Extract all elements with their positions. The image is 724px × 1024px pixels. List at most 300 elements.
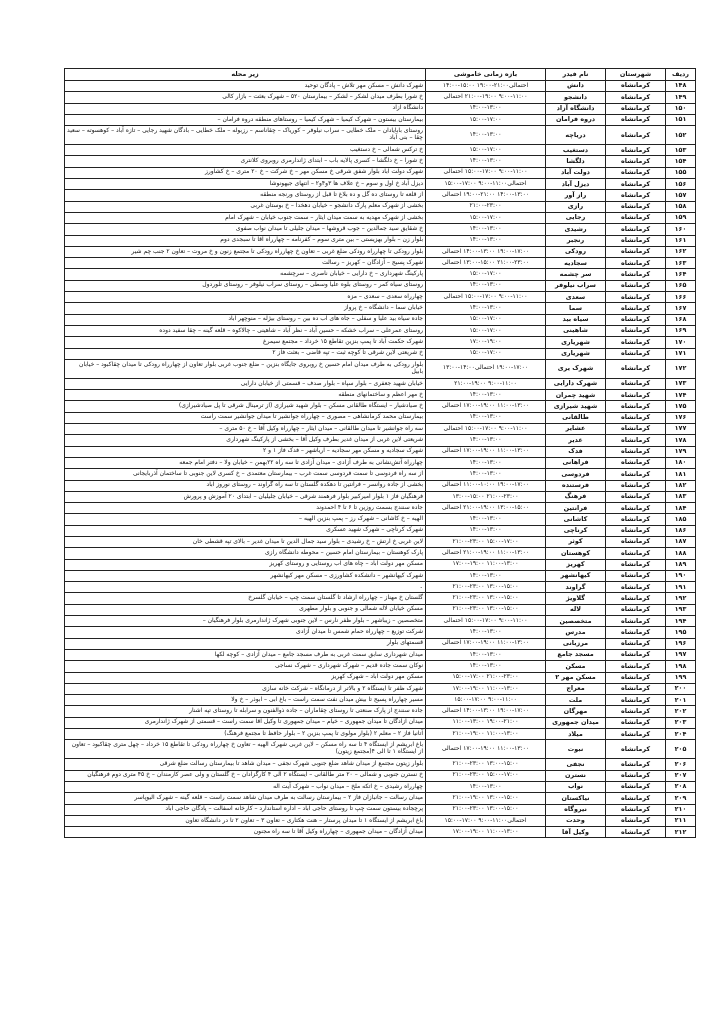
cell-time-range: ۱۱:۰۰-۱۳:۰۰ ۱۷:۰۰-۱۹:۰۰ احتمالی (426, 401, 546, 412)
cell-time-range: ۱۴:۰۰-۱۳:۰۰ (426, 649, 546, 660)
cell-zone: سه راه جوانشیر تا میدان طالقانی – میدان ایثار – چهارراه وکیل آقا – خ ۵۰ متری – (65, 424, 426, 435)
table-row (65, 638, 696, 649)
cell-time-range: ۱۴:۰۰-۱۳:۰۰ (426, 126, 546, 145)
cell-time-range: ۱۴:۰۰-۱۳:۰۰ (426, 514, 546, 525)
cell-feeder: دستغیب (546, 145, 606, 156)
cell-time-range: ۱۵:۰۰-۱۷:۰۰ (426, 212, 546, 223)
cell-zone: نوکان سمت جاده قدیم – شهرک شهرداری – شهرک نساجی (65, 661, 426, 672)
cell-county: کرمانشاه (606, 103, 666, 114)
cell-row-number: ۱۹۴ (666, 616, 696, 627)
table-row (65, 491, 696, 502)
cell-time-range: ۱۴:۰۰-۱۳:۰۰ (426, 457, 546, 468)
cell-feeder: راز آور (546, 190, 606, 201)
cell-county: کرمانشاه (606, 548, 666, 559)
cell-feeder: مسکن (546, 661, 606, 672)
cell-time-range: ۱۳:۰۰-۱۵:۰۰ ۲۱:۰۰-۲۳:۰۰ (426, 804, 546, 815)
table-row (65, 525, 696, 536)
cell-time-range: ۱۹:۰۰-۱۷:۰۰ ۱۴:۰۰-۱۳:۰۰ احتمالی (426, 246, 546, 257)
cell-row-number: ۲۱۰ (666, 804, 696, 815)
table-row (65, 593, 696, 604)
cell-row-number: ۱۵۲ (666, 126, 696, 145)
cell-feeder: وحدت (546, 815, 606, 826)
table-row (65, 212, 696, 223)
cell-feeder: رازی (546, 201, 606, 212)
cell-zone: خیابان شهید جعفری – بلوار سپاه – بلوار صدف – قسمتی از خیابان دارایی (65, 378, 426, 389)
cell-feeder: دانشجو (546, 92, 606, 103)
cell-zone: باغ ابریشم از ایستگاه ۴ تا سه راه مسکن – لاین غربی شهرک الهیه – تعاون خ چهارراه رودکی تا تقاطع ۱۵ خرداد – چهل متری چقاکبود – تعاون از ایستگاه ۱ تا الی ۴(مجتمع زیتون) (65, 740, 426, 759)
cell-county: کرمانشاه (606, 740, 666, 759)
cell-zone: جاده سیاه بید علیا و سفلی – جاه های آب ده بین – روستای بیژله – منوچهر آباد (65, 314, 426, 325)
cell-county: کرمانشاه (606, 201, 666, 212)
cell-county: کرمانشاه (606, 92, 666, 103)
cell-time-range: ۱۱:۰۰-۱۳:۰۰ ۲۱:۰۰-۱۹:۰۰ احتمالی (426, 548, 546, 559)
cell-feeder: متخصصین (546, 616, 606, 627)
cell-time-range: ۱۹:۰۰-۱۷:۰۰ ۱۴:۰۰-۱۳:۰۰ احتمالی (426, 706, 546, 717)
cell-feeder: فراهانی (546, 457, 606, 468)
cell-row-number: ۱۹۸ (666, 661, 696, 672)
cell-row-number: ۱۵۸ (666, 201, 696, 212)
cell-row-number: ۱۹۹ (666, 672, 696, 683)
cell-feeder: میدان جمهوری (546, 717, 606, 728)
cell-zone: بیمارستان بیستون – شهرک کیمیا – شهرک کیمیا – روستاهای منطقه دروه فرامان – (65, 114, 426, 125)
cell-feeder: رشیدی (546, 224, 606, 235)
cell-county: کرمانشاه (606, 145, 666, 156)
cell-row-number: ۱۶۳ (666, 258, 696, 269)
table-row (65, 435, 696, 446)
cell-zone: دیزل آباد خ اول و سوم – خ علاف ها ۳و۴و۲ – انتهای جیهونوشا (65, 179, 426, 190)
cell-county: کرمانشاه (606, 559, 666, 570)
table-row (65, 559, 696, 570)
cell-zone: مسکن خیابان لاله شمالی و جنوبی و بلوار مطهری (65, 604, 426, 615)
cell-county: کرمانشاه (606, 570, 666, 581)
cell-zone: میدان شهرداری سابق سمت غربی به طرف مسجد جامع – میدان آزادی – کوچه لکها (65, 649, 426, 660)
table-row (65, 446, 696, 457)
cell-time-range: ۱۹:۰۰-۱۷:۰۰ ۱۱:۰۰-۱۰:۰۰ احتمالی (426, 480, 546, 491)
cell-row-number: ۱۷۶ (666, 412, 696, 423)
table-row (65, 815, 696, 826)
table-row (65, 81, 696, 92)
table-row (65, 114, 696, 125)
table-row (65, 156, 696, 167)
cell-feeder: شهریاری (546, 348, 606, 359)
cell-row-number: ۱۸۲ (666, 480, 696, 491)
cell-county: کرمانشاه (606, 246, 666, 257)
cell-county: کرمانشاه (606, 435, 666, 446)
cell-row-number: ۱۸۹ (666, 559, 696, 570)
cell-feeder: نیروگاه (546, 804, 606, 815)
table-row (65, 235, 696, 246)
cell-county: کرمانشاه (606, 717, 666, 728)
cell-county: کرمانشاه (606, 616, 666, 627)
cell-zone: روستای سیاه کمر – روستای بلوه علیا وسطی – روستای سراب نیلوفر – روستای تلوردول (65, 280, 426, 291)
cell-feeder: نجفی (546, 759, 606, 770)
header-county: شهرستان (606, 69, 666, 81)
table-row (65, 457, 696, 468)
cell-row-number: ۱۷۰ (666, 337, 696, 348)
cell-county: کرمانشاه (606, 314, 666, 325)
cell-county: کرمانشاه (606, 793, 666, 804)
table-row (65, 469, 696, 480)
cell-zone: روستای بابایادان – ملک خطایی – سراب نیلوفر – کوریاک – چقاناسم – رزبوله – ملک خطایی – بادگان شهید رجایی – تازه آباد – کوهسوته – سعید چقا – بنی آباد (65, 126, 426, 145)
cell-zone: شهرک دولت آباد بلوار شفق شرقی خ مسکن مهر – خ شرکت – خ ۲۰ متری – خ کشاورز (65, 167, 426, 178)
table-row (65, 649, 696, 660)
cell-row-number: ۱۹۵ (666, 627, 696, 638)
cell-zone: خ شورا بطرف میدان لشکر – لشکر – بیمارستان ۵۲۰ – شهرک بعثت – بازار کالی (65, 92, 426, 103)
cell-zone: شهرک کیهانشهر – دانشکده کشاورزی – مسکن مهر کیهانشهر (65, 570, 426, 581)
cell-zone: روستای عمرعلی – سراب خشکه – حسین آباد – نظر آباد – شاهینی – چالاکوه – قلعه گینه – چقا سفید دوده (65, 325, 426, 336)
cell-time-range: ۱۱:۰۰-۱۳:۰۰ ۱۷:۰۰-۱۹:۰۰ (426, 683, 546, 694)
cell-zone: جاده سنندج از پارک صنعتی تا روستای چقاماران – جاده ذوالفنون و سرابله تا روستای تپه اشنار (65, 706, 426, 717)
cell-time-range: احتمالی۱۱:۰۰-۹:۰۰ ۱۷:۰۰-۱۵:۰۰ (426, 815, 546, 826)
cell-row-number: ۱۵۷ (666, 190, 696, 201)
cell-feeder: دروه فرامان (546, 114, 606, 125)
cell-row-number: ۱۵۶ (666, 179, 696, 190)
cell-row-number: ۱۶۲ (666, 246, 696, 257)
cell-county: کرمانشاه (606, 503, 666, 514)
cell-feeder: فرستنده (546, 480, 606, 491)
cell-county: کرمانشاه (606, 359, 666, 378)
table-row (65, 781, 696, 792)
cell-row-number: ۲۱۱ (666, 815, 696, 826)
table-row (65, 179, 696, 190)
cell-time-range: ۱۱:۰۰-۱۳:۰۰ ۱۷:۰۰-۱۹:۰۰ (426, 827, 546, 838)
cell-county: کرمانشاه (606, 156, 666, 167)
cell-row-number: ۱۴۹ (666, 92, 696, 103)
table-row (65, 201, 696, 212)
cell-feeder: دلگشا (546, 156, 606, 167)
cell-county: کرمانشاه (606, 348, 666, 359)
cell-county: کرمانشاه (606, 525, 666, 536)
cell-row-number: ۱۹۳ (666, 604, 696, 615)
cell-row-number: ۲۰۶ (666, 759, 696, 770)
cell-zone: مسکن مهر دولت آباد – چاه های آب روستایی و روستای کهریز (65, 559, 426, 570)
table-row (65, 759, 696, 770)
cell-feeder: معراج (546, 683, 606, 694)
cell-time-range: ۱۴:۰۰-۱۳:۰۰ (426, 661, 546, 672)
cell-zone: بخشی از شهرک معلم پارک دانشجو – خیابان دهخدا – خ بوستان غربی (65, 201, 426, 212)
cell-time-range: ۱۴:۰۰-۱۳:۰۰ (426, 224, 546, 235)
cell-time-range: ۱۵:۰۰-۱۷:۰۰ (426, 325, 546, 336)
cell-feeder: رجایی (546, 212, 606, 223)
cell-feeder: وکیل آقا (546, 827, 606, 838)
cell-time-range: ۱۳:۰۰-۱۵:۰۰ ۲۱:۰۰-۲۳:۰۰ (426, 759, 546, 770)
cell-time-range: ۱۱:۰۰-۱۳:۰۰ ۲۱:۰۰-۱۹:۰۰ (426, 729, 546, 740)
cell-zone: چهارراه رشیدی – خ اتکه ملخ – میدان نواب – شهرک آیت اله (65, 781, 426, 792)
cell-row-number: ۱۶۱ (666, 235, 696, 246)
cell-row-number: ۱۶۸ (666, 314, 696, 325)
table-row (65, 729, 696, 740)
cell-zone: باغ ابریشم از ایستگاه ۱ تا میدان پرستار – هنت هکتاری – تعاون ۳ – تعاون ۲ تا در دانشگاه تعاون (65, 815, 426, 826)
table-row (65, 672, 696, 683)
cell-zone: خ شریعتی لاین شرقی تا کوچه ثبت – تپه قاضی – بعثت فاز ۲ (65, 348, 426, 359)
table-row (65, 303, 696, 314)
cell-zone: خ شورا – خ دلگشا – کسری پالایه باب – ابتدای ژاندارمری روبروی کلانتری (65, 156, 426, 167)
cell-time-range: ۹:۰۰-۱۱:۰۰ ۲۱:۰۰-۱۹:۰۰ احتمالی (426, 92, 546, 103)
cell-row-number: ۱۷۵ (666, 401, 696, 412)
cell-zone: چهارراه آتش‌نشانی به طرف آزادی – میدان آزادی تا سه راه ۲۲بهمن – خیابان ولا – دفتر امام جمعه (65, 457, 426, 468)
cell-row-number: ۲۰۸ (666, 781, 696, 792)
cell-time-range: ۱۵:۰۰-۱۷:۰۰ ۲۱:۰۰-۲۳:۰۰ (426, 536, 546, 547)
cell-county: کرمانشاه (606, 672, 666, 683)
cell-feeder: فدک (546, 446, 606, 457)
cell-time-range: ۱۹:۰۰-۱۷:۰۰ احتمالی۱۴:۰۰-۱۳:۰۰ (426, 359, 546, 378)
table-row (65, 348, 696, 359)
cell-time-range: ۹:۰۰-۱۱:۰۰ ۱۵:۰۰-۱۷:۰۰ احتمالی (426, 167, 546, 178)
cell-county: کرمانشاه (606, 604, 666, 615)
cell-time-range: ۱۵:۰۰-۱۷:۰۰ (426, 348, 546, 359)
table-row (65, 661, 696, 672)
cell-county: کرمانشاه (606, 469, 666, 480)
cell-county: کرمانشاه (606, 224, 666, 235)
cell-county: کرمانشاه (606, 235, 666, 246)
cell-feeder: نیاکستان (546, 793, 606, 804)
cell-zone: میدان رسالت – جانبازان فاز ۲ – بیمارستان رسالت به طرف میدان شاهد سمت راست – قلعه گینه – شهرک الیوپاسر (65, 793, 426, 804)
cell-feeder: طالقانی (546, 412, 606, 423)
cell-zone: شرکت توزیع – چهارراه حمام شمس تا میدان آزادی (65, 627, 426, 638)
cell-row-number: ۲۰۱ (666, 695, 696, 706)
cell-time-range: ۱۷:۰۰-۱۹:۰۰ (426, 337, 546, 348)
cell-feeder: شهریاری (546, 337, 606, 348)
table-row (65, 269, 696, 280)
cell-zone: خ مهر اعظم و ساختمانهای منطقه (65, 390, 426, 401)
cell-time-range: ۲۱:۰۰-۲۳:۰۰ ۱۳:۰۰-۱۵:۰۰ احتمالی (426, 258, 546, 269)
cell-zone: خ صیادشیار – ایستگاه طالقانی مسکن – بلوار شهید شیرازی (از ترمینال شرقی تا پل صیادشیرازی) (65, 401, 426, 412)
cell-time-range: ۱۳:۰۰-۱۵:۰۰ ۲۱:۰۰-۱۹:۰۰ احتمالی (426, 503, 546, 514)
cell-feeder: شهید چمران (546, 390, 606, 401)
cell-time-range: ۱۴:۰۰-۱۳:۰۰ (426, 525, 546, 536)
table-row (65, 548, 696, 559)
cell-time-range: ۱۳:۰۰-۱۵:۰۰ ۲۱:۰۰-۲۳:۰۰ (426, 604, 546, 615)
cell-county: کرمانشاه (606, 303, 666, 314)
cell-county: کرمانشاه (606, 190, 666, 201)
cell-zone: شریعتی لاین غربی از میدان غدیر بطرف وکیل آقا – بخشی از پارکینگ شهرداری (65, 435, 426, 446)
table-row (65, 390, 696, 401)
cell-zone: لاین غربی خ ارتش – خ رشیدی – بلوار سید جمال الدین تا میدان غدیر – بالای تپه قشطی خان (65, 536, 426, 547)
header-time-range: بازه زمانی خاموشی (426, 69, 546, 81)
cell-time-range: ۱۳:۰۰-۱۵:۰۰ ۲۱:۰۰-۲۳:۰۰ (426, 593, 546, 604)
table-row (65, 424, 696, 435)
cell-zone: پارک کوهستان – بیمارستان امام حسین – محوطه دانشگاه رازی (65, 548, 426, 559)
cell-row-number: ۱۸۶ (666, 525, 696, 536)
table-row (65, 292, 696, 303)
cell-zone: جاده سنندج بسمت روزین تا ۶ تا ۴ احمدوند (65, 503, 426, 514)
cell-row-number: ۱۷۹ (666, 446, 696, 457)
cell-zone: بلوار زیتون مجتمع از میدان شاهد ضلع جنوبی شهرک نجفی – میدان شاهد تا بیمارستان رسالت ضلع شرقی (65, 759, 426, 770)
table-row (65, 190, 696, 201)
cell-feeder: کوثر (546, 536, 606, 547)
cell-feeder: مرزبانی (546, 638, 606, 649)
cell-county: کرمانشاه (606, 781, 666, 792)
cell-county: کرمانشاه (606, 491, 666, 502)
table-row (65, 378, 696, 389)
cell-row-number: ۲۰۳ (666, 717, 696, 728)
cell-county: کرمانشاه (606, 627, 666, 638)
cell-county: کرمانشاه (606, 81, 666, 92)
header-zone: زیر محله (65, 69, 426, 81)
cell-zone: شهرک ظفر تا ایستگاه ۲ و بالاتر از درمانگاه – شرکت خانه سازی (65, 683, 426, 694)
cell-zone: شهرک سجادیه و مسکن مهر سجادیه – آریاشهر – فدک فاز ۱ و ۲ (65, 446, 426, 457)
table-row (65, 503, 696, 514)
table-row (65, 258, 696, 269)
cell-zone: شهرک پسیج – آزادگان – کهریز – رسالت (65, 258, 426, 269)
table-row (65, 314, 696, 325)
cell-row-number: ۱۵۳ (666, 145, 696, 156)
cell-county: کرمانشاه (606, 269, 666, 280)
cell-zone: شهرک حکمت آباد تا پمپ بنزین تقاطع ۱۵ خرداد – مجتمع سیمرغ (65, 337, 426, 348)
cell-zone: بلوار رودکی تا چهارراه رودکی ضلع غربی – تعاون خ چهارراه رودکی تا مجتمع زنون و خ مروت – تعاون ۲ جنب چم شیر (65, 246, 426, 257)
cell-time-range: ۱۵:۰۰-۱۷:۰۰ (426, 145, 546, 156)
cell-row-number: ۲۰۷ (666, 770, 696, 781)
cell-county: کرمانشاه (606, 280, 666, 291)
cell-time-range: ۱۵:۰۰-۱۷:۰۰ ۲۱:۰۰-۲۳:۰۰ (426, 770, 546, 781)
cell-county: کرمانشاه (606, 770, 666, 781)
cell-county: کرمانشاه (606, 815, 666, 826)
cell-feeder: غدیر (546, 435, 606, 446)
cell-row-number: ۱۸۱ (666, 469, 696, 480)
cell-county: کرمانشاه (606, 638, 666, 649)
table-row (65, 695, 696, 706)
cell-row-number: ۱۶۹ (666, 325, 696, 336)
cell-row-number: ۲۰۲ (666, 706, 696, 717)
cell-row-number: ۱۷۲ (666, 359, 696, 378)
outage-table (64, 68, 696, 838)
cell-time-range: ۱۵:۰۰-۱۷:۰۰ (426, 314, 546, 325)
cell-row-number: ۲۰۵ (666, 740, 696, 759)
cell-feeder: ملت (546, 695, 606, 706)
table-row (65, 480, 696, 491)
cell-county: کرمانشاه (606, 378, 666, 389)
cell-row-number: ۱۸۸ (666, 548, 696, 559)
cell-feeder: نواب (546, 781, 606, 792)
cell-feeder: نسترن (546, 770, 606, 781)
table-row (65, 145, 696, 156)
table-row (65, 337, 696, 348)
cell-zone: بیمارستان محمد کرمانشاهی – مصوری – چهارراه جوانشیر تا میدان جوانشیر سمت راست (65, 412, 426, 423)
cell-time-range: ۹:۰۰-۱۱:۰۰ ۱۵:۰۰-۱۷:۰۰ احتمالی (426, 292, 546, 303)
table-row (65, 582, 696, 593)
cell-row-number: ۱۸۴ (666, 503, 696, 514)
cell-row-number: ۱۷۱ (666, 348, 696, 359)
cell-county: کرمانشاه (606, 729, 666, 740)
cell-feeder: شهید شیرازی (546, 401, 606, 412)
cell-zone: فرهنگیان فاز ۱ بلوار امیرکبیر بلوار فرهمند شرقی – خیابان جلیلیان – ابتدای ۲۰ آموزش و پرورش (65, 491, 426, 502)
cell-feeder: کوهستان (546, 548, 606, 559)
cell-feeder: کاشانی (546, 514, 606, 525)
cell-zone: مسیر چهارراه پسیج تا بیش میدان نفت سمت راست – باغ ابی – ابوذر – خ ولا (65, 695, 426, 706)
cell-row-number: ۱۶۰ (666, 224, 696, 235)
cell-row-number: ۱۸۵ (666, 514, 696, 525)
cell-county: کرمانشاه (606, 759, 666, 770)
cell-feeder: گلاویژ (546, 593, 606, 604)
cell-row-number: ۱۵۹ (666, 212, 696, 223)
cell-time-range: ۱۴:۰۰-۱۳:۰۰ ۱۹:۰۰-۲۱:۰۰ احتمالی (426, 190, 546, 201)
cell-zone: گلستان خ مهناز – چهارراه ارشاد تا گلستان سمت چپ – خیابان گلسرخ (65, 593, 426, 604)
cell-feeder: سراب نیلوفر (546, 280, 606, 291)
table-row (65, 616, 696, 627)
cell-county: کرمانشاه (606, 446, 666, 457)
cell-time-range: ۱۳:۰۰-۱۵:۰۰ ۲۱:۰۰-۱۹:۰۰ (426, 793, 546, 804)
cell-zone: میدان آزادگان – میدان جمهوری – چهارراه وکیل آقا تا سه راه مجنون (65, 827, 426, 838)
cell-feeder: مسکن مهر ۲ (546, 672, 606, 683)
cell-feeder: مهرگان (546, 706, 606, 717)
table-row (65, 706, 696, 717)
cell-zone: شهرک دانش – مسکن مهر تلاش – پادگان توحید (65, 81, 426, 92)
cell-zone: شهرک کرناچی – شهرک شهید عسکری (65, 525, 426, 536)
cell-row-number: ۱۷۷ (666, 424, 696, 435)
cell-zone: از قلعه تا روستای ده گل و ده بلاغ تا قبل از روستای ورنجه منطقه (65, 190, 426, 201)
cell-county: کرمانشاه (606, 412, 666, 423)
cell-county: کرمانشاه (606, 337, 666, 348)
cell-row-number: ۲۰۴ (666, 729, 696, 740)
cell-time-range: ۱۱:۰۰-۱۳:۰۰ ۱۷:۰۰-۱۹:۰۰ (426, 559, 546, 570)
cell-time-range: ۹:۰۰-۱۱:۰۰ ۱۵:۰۰-۱۷:۰۰ احتمالی (426, 424, 546, 435)
cell-feeder: فرهنگ (546, 491, 606, 502)
cell-zone: خ ترکس شمالی – خ دستغیب (65, 145, 426, 156)
table-row (65, 604, 696, 615)
cell-row-number: ۲۰۰ (666, 683, 696, 694)
table-row (65, 793, 696, 804)
cell-zone: قسمتهای بلوار (65, 638, 426, 649)
cell-feeder: میلاد (546, 729, 606, 740)
cell-feeder: سیاه بید (546, 314, 606, 325)
cell-county: کرمانشاه (606, 661, 666, 672)
cell-time-range: ۱۴:۰۰-۱۳:۰۰ (426, 412, 546, 423)
cell-feeder: دریاچه (546, 126, 606, 145)
cell-time-range: ۱۱:۰۰-۱۳:۰۰ ۱۷:۰۰-۱۹:۰۰ احتمالی (426, 740, 546, 759)
cell-feeder: فردوسی (546, 469, 606, 480)
table-row (65, 770, 696, 781)
cell-time-range: ۱۴:۰۰-۱۳:۰۰ (426, 156, 546, 167)
cell-time-range: ۱۴:۰۰-۱۳:۰۰ (426, 280, 546, 291)
table-row (65, 280, 696, 291)
cell-county: کرمانشاه (606, 258, 666, 269)
cell-county: کرمانشاه (606, 325, 666, 336)
table-row (65, 92, 696, 103)
cell-county: کرمانشاه (606, 695, 666, 706)
cell-row-number: ۲۱۲ (666, 827, 696, 838)
cell-county: کرمانشاه (606, 514, 666, 525)
cell-time-range: ۲۱:۰۰-۲۳:۰۰ ۱۳:۰۰-۱۵:۰۰ (426, 491, 546, 502)
cell-time-range: ۱۱:۰۰-۱۳:۰۰ ۱۷:۰۰-۱۹:۰۰ احتمالی (426, 638, 546, 649)
cell-zone: بلوار زن – بلوار بهزیستی – بین متری سوم – کفرنامه – چهارراه آقا تا سبجدی دوم (65, 235, 426, 246)
cell-time-range: ۱۴:۰۰-۱۳:۰۰ (426, 469, 546, 480)
header-feeder: نام فیدر (546, 69, 606, 81)
cell-zone: خ نسترن جنوبی و شمالی – ۲۰ متر طالقانی – ایستگاه ۲ الی ۴ کارگزادان – خ گلستان و ولی عصر کارمندان – خ ۴۵ متری دوم فرهنگیان (65, 770, 426, 781)
cell-county: کرمانشاه (606, 126, 666, 145)
cell-county: کرمانشاه (606, 292, 666, 303)
table-header-row (65, 69, 696, 81)
cell-time-range: احتمالی۱۱:۰۰-۹:۰۰ ۱۷:۰۰-۱۵:۰۰ (426, 179, 546, 190)
cell-row-number: ۱۵۱ (666, 114, 696, 125)
cell-zone: مسکن مهر دولت آباد – شهرک کهریز (65, 672, 426, 683)
cell-county: کرمانشاه (606, 212, 666, 223)
table-row (65, 359, 696, 378)
table-row (65, 536, 696, 547)
cell-feeder: مدرس (546, 627, 606, 638)
cell-row-number: ۱۵۵ (666, 167, 696, 178)
table-row (65, 827, 696, 838)
cell-time-range: ۱۹:۰۰-۲۱:۰۰ ۱۱:۰۰-۱۳:۰۰ (426, 717, 546, 728)
cell-zone: دانشگاه آزاد (65, 103, 426, 114)
cell-time-range: ۱۱:۰۰-۱۳:۰۰ ۱۷:۰۰-۱۹:۰۰ احتمالی (426, 446, 546, 457)
cell-county: کرمانشاه (606, 167, 666, 178)
header-row-number: ردیف (666, 69, 696, 81)
cell-feeder: دانشگاه آزاد (546, 103, 606, 114)
cell-feeder: مسجد جامع (546, 649, 606, 660)
cell-county: کرمانشاه (606, 804, 666, 815)
cell-zone: متخصصین – زیباشهر – بلوار ظفر نارس – لاین جنوبی شهرک ژاندارمری بلوار فرهنگیان – (65, 616, 426, 627)
cell-row-number: ۱۹۷ (666, 649, 696, 660)
